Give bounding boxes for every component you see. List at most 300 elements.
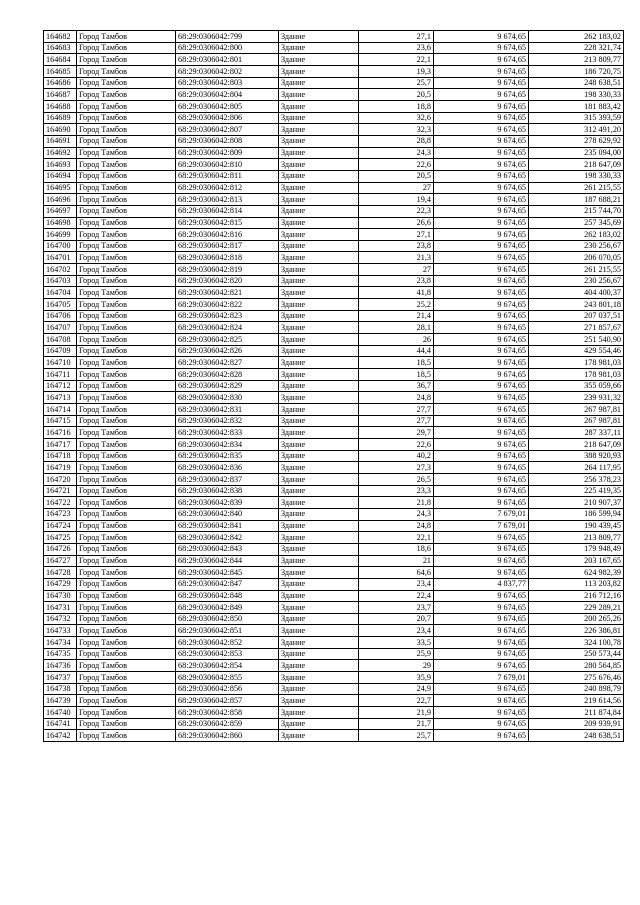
table-row: [44, 322, 624, 334]
table-row: [44, 497, 624, 509]
row-unit-price-cell: 9 674,65: [434, 707, 529, 719]
row-city-cell: Город Тамбов: [77, 718, 176, 730]
row-total-value-cell: 264 117,95: [529, 462, 624, 474]
row-unit-price-cell: 9 674,65: [434, 264, 529, 276]
row-total-value-cell: 179 948,49: [529, 543, 624, 555]
row-city-cell: Город Тамбов: [77, 345, 176, 357]
row-unit-price-cell: 4 837,77: [434, 578, 529, 590]
row-object-type-cell: Здание: [279, 322, 359, 334]
row-city-cell: Город Тамбов: [77, 508, 176, 520]
row-area-cell: 22,1: [359, 54, 434, 66]
table-row: [44, 310, 624, 322]
table-row: [44, 147, 624, 159]
row-unit-price-cell: 9 674,65: [434, 473, 529, 485]
registry-table-body: [44, 31, 624, 742]
row-id-cell: 164697: [44, 205, 77, 217]
table-row: [44, 613, 624, 625]
row-cadastral-number-cell: 68:29:0306042:822: [176, 299, 279, 311]
row-unit-price-cell: 9 674,65: [434, 648, 529, 660]
row-object-type-cell: Здание: [279, 170, 359, 182]
row-unit-price-cell: 9 674,65: [434, 65, 529, 77]
row-city-cell: Город Тамбов: [77, 310, 176, 322]
row-total-value-cell: 248 638,51: [529, 77, 624, 89]
row-area-cell: 36,7: [359, 380, 434, 392]
row-id-cell: 164696: [44, 194, 77, 206]
row-cadastral-number-cell: 68:29:0306042:841: [176, 520, 279, 532]
row-area-cell: 21,8: [359, 497, 434, 509]
row-unit-price-cell: 9 674,65: [434, 112, 529, 124]
row-area-cell: 18,8: [359, 100, 434, 112]
row-area-cell: 23,3: [359, 485, 434, 497]
row-city-cell: Город Тамбов: [77, 217, 176, 229]
row-id-cell: 164730: [44, 590, 77, 602]
row-unit-price-cell: 9 674,65: [434, 159, 529, 171]
row-total-value-cell: 186 720,75: [529, 65, 624, 77]
row-object-type-cell: Здание: [279, 578, 359, 590]
row-total-value-cell: 213 809,77: [529, 54, 624, 66]
row-object-type-cell: Здание: [279, 100, 359, 112]
row-id-cell: 164703: [44, 275, 77, 287]
row-city-cell: Город Тамбов: [77, 450, 176, 462]
row-total-value-cell: 178 981,03: [529, 357, 624, 369]
row-cadastral-number-cell: 68:29:0306042:800: [176, 42, 279, 54]
row-city-cell: Город Тамбов: [77, 42, 176, 54]
row-cadastral-number-cell: 68:29:0306042:829: [176, 380, 279, 392]
row-city-cell: Город Тамбов: [77, 532, 176, 544]
row-object-type-cell: Здание: [279, 462, 359, 474]
table-row: [44, 194, 624, 206]
row-city-cell: Город Тамбов: [77, 287, 176, 299]
row-id-cell: 164740: [44, 707, 77, 719]
row-id-cell: 164693: [44, 159, 77, 171]
row-area-cell: 24,3: [359, 508, 434, 520]
table-row: [44, 578, 624, 590]
row-object-type-cell: Здание: [279, 252, 359, 264]
row-object-type-cell: Здание: [279, 147, 359, 159]
row-total-value-cell: 280 564,85: [529, 660, 624, 672]
row-cadastral-number-cell: 68:29:0306042:823: [176, 310, 279, 322]
row-area-cell: 21,9: [359, 707, 434, 719]
row-id-cell: 164717: [44, 438, 77, 450]
row-total-value-cell: 210 907,37: [529, 497, 624, 509]
row-id-cell: 164720: [44, 473, 77, 485]
row-city-cell: Город Тамбов: [77, 299, 176, 311]
row-object-type-cell: Здание: [279, 369, 359, 381]
row-object-type-cell: Здание: [279, 182, 359, 194]
row-id-cell: 164721: [44, 485, 77, 497]
row-cadastral-number-cell: 68:29:0306042:811: [176, 170, 279, 182]
row-object-type-cell: Здание: [279, 718, 359, 730]
row-total-value-cell: 203 167,65: [529, 555, 624, 567]
row-city-cell: Город Тамбов: [77, 54, 176, 66]
row-total-value-cell: 198 330,33: [529, 170, 624, 182]
row-id-cell: 164738: [44, 683, 77, 695]
table-row: [44, 380, 624, 392]
row-city-cell: Город Тамбов: [77, 660, 176, 672]
row-id-cell: 164686: [44, 77, 77, 89]
row-area-cell: 25,9: [359, 648, 434, 660]
row-cadastral-number-cell: 68:29:0306042:820: [176, 275, 279, 287]
row-area-cell: 20,5: [359, 89, 434, 101]
row-total-value-cell: 213 809,77: [529, 532, 624, 544]
table-row: [44, 543, 624, 555]
row-unit-price-cell: 9 674,65: [434, 369, 529, 381]
row-city-cell: Город Тамбов: [77, 275, 176, 287]
row-area-cell: 19,4: [359, 194, 434, 206]
row-unit-price-cell: 9 674,65: [434, 31, 529, 43]
row-id-cell: 164692: [44, 147, 77, 159]
row-area-cell: 28,8: [359, 135, 434, 147]
cadastral-registry-table: [43, 30, 624, 742]
row-total-value-cell: 250 573,44: [529, 648, 624, 660]
row-city-cell: Город Тамбов: [77, 369, 176, 381]
row-area-cell: 32,6: [359, 112, 434, 124]
row-cadastral-number-cell: 68:29:0306042:816: [176, 229, 279, 241]
row-object-type-cell: Здание: [279, 229, 359, 241]
row-unit-price-cell: 9 674,65: [434, 718, 529, 730]
table-row: [44, 648, 624, 660]
row-unit-price-cell: 9 674,65: [434, 77, 529, 89]
table-row: [44, 637, 624, 649]
row-cadastral-number-cell: 68:29:0306042:836: [176, 462, 279, 474]
row-total-value-cell: 230 256,67: [529, 240, 624, 252]
row-area-cell: 18,5: [359, 369, 434, 381]
table-row: [44, 520, 624, 532]
row-unit-price-cell: 9 674,65: [434, 427, 529, 439]
row-total-value-cell: 257 345,69: [529, 217, 624, 229]
row-cadastral-number-cell: 68:29:0306042:826: [176, 345, 279, 357]
table-row: [44, 299, 624, 311]
row-object-type-cell: Здание: [279, 438, 359, 450]
row-city-cell: Город Тамбов: [77, 590, 176, 602]
table-row: [44, 170, 624, 182]
row-id-cell: 164691: [44, 135, 77, 147]
table-row: [44, 112, 624, 124]
row-total-value-cell: 388 920,93: [529, 450, 624, 462]
row-unit-price-cell: 9 674,65: [434, 240, 529, 252]
row-id-cell: 164737: [44, 672, 77, 684]
document-page: [43, 30, 623, 742]
row-cadastral-number-cell: 68:29:0306042:837: [176, 473, 279, 485]
row-object-type-cell: Здание: [279, 275, 359, 287]
row-city-cell: Город Тамбов: [77, 124, 176, 136]
row-cadastral-number-cell: 68:29:0306042:806: [176, 112, 279, 124]
table-row: [44, 275, 624, 287]
row-cadastral-number-cell: 68:29:0306042:828: [176, 369, 279, 381]
table-row: [44, 65, 624, 77]
row-unit-price-cell: 9 674,65: [434, 357, 529, 369]
table-row: [44, 415, 624, 427]
table-row: [44, 625, 624, 637]
row-cadastral-number-cell: 68:29:0306042:838: [176, 485, 279, 497]
row-total-value-cell: 261 215,55: [529, 182, 624, 194]
row-area-cell: 27: [359, 264, 434, 276]
row-id-cell: 164700: [44, 240, 77, 252]
row-total-value-cell: 190 439,45: [529, 520, 624, 532]
row-total-value-cell: 240 898,79: [529, 683, 624, 695]
table-row: [44, 124, 624, 136]
row-total-value-cell: 355 059,66: [529, 380, 624, 392]
row-id-cell: 164734: [44, 637, 77, 649]
row-city-cell: Город Тамбов: [77, 357, 176, 369]
row-object-type-cell: Здание: [279, 264, 359, 276]
row-cadastral-number-cell: 68:29:0306042:834: [176, 438, 279, 450]
row-object-type-cell: Здание: [279, 65, 359, 77]
row-city-cell: Город Тамбов: [77, 625, 176, 637]
row-area-cell: 27,1: [359, 229, 434, 241]
row-id-cell: 164731: [44, 602, 77, 614]
row-cadastral-number-cell: 68:29:0306042:830: [176, 392, 279, 404]
row-unit-price-cell: 9 674,65: [434, 532, 529, 544]
row-total-value-cell: 218 647,09: [529, 438, 624, 450]
row-object-type-cell: Здание: [279, 508, 359, 520]
row-city-cell: Город Тамбов: [77, 135, 176, 147]
row-object-type-cell: Здание: [279, 334, 359, 346]
table-row: [44, 240, 624, 252]
row-area-cell: 27: [359, 182, 434, 194]
row-area-cell: 26: [359, 334, 434, 346]
row-id-cell: 164695: [44, 182, 77, 194]
row-cadastral-number-cell: 68:29:0306042:824: [176, 322, 279, 334]
row-id-cell: 164706: [44, 310, 77, 322]
row-cadastral-number-cell: 68:29:0306042:813: [176, 194, 279, 206]
row-total-value-cell: 278 629,92: [529, 135, 624, 147]
row-cadastral-number-cell: 68:29:0306042:805: [176, 100, 279, 112]
row-area-cell: 21,7: [359, 718, 434, 730]
row-total-value-cell: 206 070,05: [529, 252, 624, 264]
row-city-cell: Город Тамбов: [77, 427, 176, 439]
table-row: [44, 42, 624, 54]
row-object-type-cell: Здание: [279, 648, 359, 660]
table-row: [44, 695, 624, 707]
row-object-type-cell: Здание: [279, 392, 359, 404]
row-city-cell: Город Тамбов: [77, 602, 176, 614]
row-object-type-cell: Здание: [279, 683, 359, 695]
row-cadastral-number-cell: 68:29:0306042:803: [176, 77, 279, 89]
row-id-cell: 164688: [44, 100, 77, 112]
row-city-cell: Город Тамбов: [77, 170, 176, 182]
row-object-type-cell: Здание: [279, 497, 359, 509]
row-cadastral-number-cell: 68:29:0306042:808: [176, 135, 279, 147]
row-area-cell: 18,5: [359, 357, 434, 369]
row-id-cell: 164714: [44, 404, 77, 416]
table-row: [44, 217, 624, 229]
row-object-type-cell: Здание: [279, 77, 359, 89]
row-unit-price-cell: 9 674,65: [434, 42, 529, 54]
row-area-cell: 25,7: [359, 77, 434, 89]
row-area-cell: 27,3: [359, 462, 434, 474]
row-cadastral-number-cell: 68:29:0306042:860: [176, 730, 279, 742]
row-object-type-cell: Здание: [279, 695, 359, 707]
row-object-type-cell: Здание: [279, 637, 359, 649]
row-unit-price-cell: 9 674,65: [434, 567, 529, 579]
table-row: [44, 473, 624, 485]
row-object-type-cell: Здание: [279, 31, 359, 43]
row-object-type-cell: Здание: [279, 543, 359, 555]
row-city-cell: Город Тамбов: [77, 683, 176, 695]
row-object-type-cell: Здание: [279, 299, 359, 311]
row-unit-price-cell: 9 674,65: [434, 404, 529, 416]
row-area-cell: 21: [359, 555, 434, 567]
row-id-cell: 164685: [44, 65, 77, 77]
row-area-cell: 22,6: [359, 438, 434, 450]
row-total-value-cell: 226 386,81: [529, 625, 624, 637]
row-city-cell: Город Тамбов: [77, 112, 176, 124]
row-total-value-cell: 209 939,91: [529, 718, 624, 730]
row-city-cell: Город Тамбов: [77, 205, 176, 217]
row-unit-price-cell: 9 674,65: [434, 485, 529, 497]
row-total-value-cell: 315 393,59: [529, 112, 624, 124]
row-id-cell: 164722: [44, 497, 77, 509]
row-unit-price-cell: 9 674,65: [434, 275, 529, 287]
row-object-type-cell: Здание: [279, 404, 359, 416]
table-row: [44, 135, 624, 147]
row-id-cell: 164707: [44, 322, 77, 334]
table-row: [44, 229, 624, 241]
row-city-cell: Город Тамбов: [77, 415, 176, 427]
row-unit-price-cell: 9 674,65: [434, 217, 529, 229]
row-city-cell: Город Тамбов: [77, 31, 176, 43]
row-unit-price-cell: 7 679,01: [434, 520, 529, 532]
row-unit-price-cell: 9 674,65: [434, 135, 529, 147]
row-object-type-cell: Здание: [279, 590, 359, 602]
row-cadastral-number-cell: 68:29:0306042:825: [176, 334, 279, 346]
row-city-cell: Город Тамбов: [77, 637, 176, 649]
row-unit-price-cell: 9 674,65: [434, 229, 529, 241]
row-object-type-cell: Здание: [279, 730, 359, 742]
row-cadastral-number-cell: 68:29:0306042:844: [176, 555, 279, 567]
row-cadastral-number-cell: 68:29:0306042:809: [176, 147, 279, 159]
table-row: [44, 89, 624, 101]
row-cadastral-number-cell: 68:29:0306042:821: [176, 287, 279, 299]
row-area-cell: 27,1: [359, 31, 434, 43]
table-row: [44, 672, 624, 684]
table-row: [44, 683, 624, 695]
row-id-cell: 164729: [44, 578, 77, 590]
row-object-type-cell: Здание: [279, 450, 359, 462]
row-id-cell: 164687: [44, 89, 77, 101]
row-unit-price-cell: 9 674,65: [434, 89, 529, 101]
row-object-type-cell: Здание: [279, 240, 359, 252]
row-city-cell: Город Тамбов: [77, 229, 176, 241]
row-id-cell: 164724: [44, 520, 77, 532]
row-total-value-cell: 324 100,78: [529, 637, 624, 649]
row-id-cell: 164726: [44, 543, 77, 555]
row-cadastral-number-cell: 68:29:0306042:835: [176, 450, 279, 462]
row-total-value-cell: 215 744,70: [529, 205, 624, 217]
row-total-value-cell: 239 931,32: [529, 392, 624, 404]
table-row: [44, 205, 624, 217]
row-object-type-cell: Здание: [279, 473, 359, 485]
row-unit-price-cell: 9 674,65: [434, 345, 529, 357]
row-unit-price-cell: 9 674,65: [434, 613, 529, 625]
row-area-cell: 29: [359, 660, 434, 672]
row-total-value-cell: 198 330,33: [529, 89, 624, 101]
row-cadastral-number-cell: 68:29:0306042:842: [176, 532, 279, 544]
row-unit-price-cell: 9 674,65: [434, 182, 529, 194]
row-cadastral-number-cell: 68:29:0306042:853: [176, 648, 279, 660]
row-object-type-cell: Здание: [279, 555, 359, 567]
row-cadastral-number-cell: 68:29:0306042:818: [176, 252, 279, 264]
row-city-cell: Город Тамбов: [77, 322, 176, 334]
row-total-value-cell: 216 712,16: [529, 590, 624, 602]
row-city-cell: Город Тамбов: [77, 89, 176, 101]
row-area-cell: 23,8: [359, 275, 434, 287]
row-id-cell: 164709: [44, 345, 77, 357]
row-area-cell: 22,6: [359, 159, 434, 171]
row-unit-price-cell: 9 674,65: [434, 602, 529, 614]
row-id-cell: 164716: [44, 427, 77, 439]
row-id-cell: 164698: [44, 217, 77, 229]
row-city-cell: Город Тамбов: [77, 707, 176, 719]
row-cadastral-number-cell: 68:29:0306042:801: [176, 54, 279, 66]
row-area-cell: 23,6: [359, 42, 434, 54]
row-city-cell: Город Тамбов: [77, 194, 176, 206]
row-cadastral-number-cell: 68:29:0306042:855: [176, 672, 279, 684]
row-unit-price-cell: 9 674,65: [434, 334, 529, 346]
row-total-value-cell: 207 037,51: [529, 310, 624, 322]
row-object-type-cell: Здание: [279, 625, 359, 637]
table-row: [44, 462, 624, 474]
row-cadastral-number-cell: 68:29:0306042:843: [176, 543, 279, 555]
row-cadastral-number-cell: 68:29:0306042:807: [176, 124, 279, 136]
row-id-cell: 164704: [44, 287, 77, 299]
table-row: [44, 252, 624, 264]
row-total-value-cell: 243 801,18: [529, 299, 624, 311]
row-total-value-cell: 262 183,02: [529, 31, 624, 43]
row-area-cell: 27,7: [359, 404, 434, 416]
row-total-value-cell: 248 638,51: [529, 730, 624, 742]
row-cadastral-number-cell: 68:29:0306042:819: [176, 264, 279, 276]
row-id-cell: 164699: [44, 229, 77, 241]
row-id-cell: 164705: [44, 299, 77, 311]
row-area-cell: 32,3: [359, 124, 434, 136]
row-unit-price-cell: 9 674,65: [434, 299, 529, 311]
row-cadastral-number-cell: 68:29:0306042:851: [176, 625, 279, 637]
row-city-cell: Город Тамбов: [77, 730, 176, 742]
row-area-cell: 23,4: [359, 625, 434, 637]
row-unit-price-cell: 9 674,65: [434, 392, 529, 404]
table-row: [44, 602, 624, 614]
row-area-cell: 24,8: [359, 392, 434, 404]
row-total-value-cell: 113 203,82: [529, 578, 624, 590]
row-object-type-cell: Здание: [279, 89, 359, 101]
row-area-cell: 28,1: [359, 322, 434, 334]
row-id-cell: 164739: [44, 695, 77, 707]
row-total-value-cell: 235 094,00: [529, 147, 624, 159]
row-object-type-cell: Здание: [279, 159, 359, 171]
row-cadastral-number-cell: 68:29:0306042:854: [176, 660, 279, 672]
row-city-cell: Город Тамбов: [77, 65, 176, 77]
row-area-cell: 22,1: [359, 532, 434, 544]
table-row: [44, 392, 624, 404]
row-total-value-cell: 218 647,09: [529, 159, 624, 171]
row-total-value-cell: 429 554,46: [529, 345, 624, 357]
row-area-cell: 33,5: [359, 637, 434, 649]
row-unit-price-cell: 9 674,65: [434, 450, 529, 462]
table-row: [44, 485, 624, 497]
table-row: [44, 590, 624, 602]
row-area-cell: 27,7: [359, 415, 434, 427]
row-object-type-cell: Здание: [279, 310, 359, 322]
table-row: [44, 660, 624, 672]
row-unit-price-cell: 9 674,65: [434, 543, 529, 555]
table-row: [44, 287, 624, 299]
row-area-cell: 24,9: [359, 683, 434, 695]
row-cadastral-number-cell: 68:29:0306042:799: [176, 31, 279, 43]
row-area-cell: 21,3: [359, 252, 434, 264]
table-row: [44, 31, 624, 43]
